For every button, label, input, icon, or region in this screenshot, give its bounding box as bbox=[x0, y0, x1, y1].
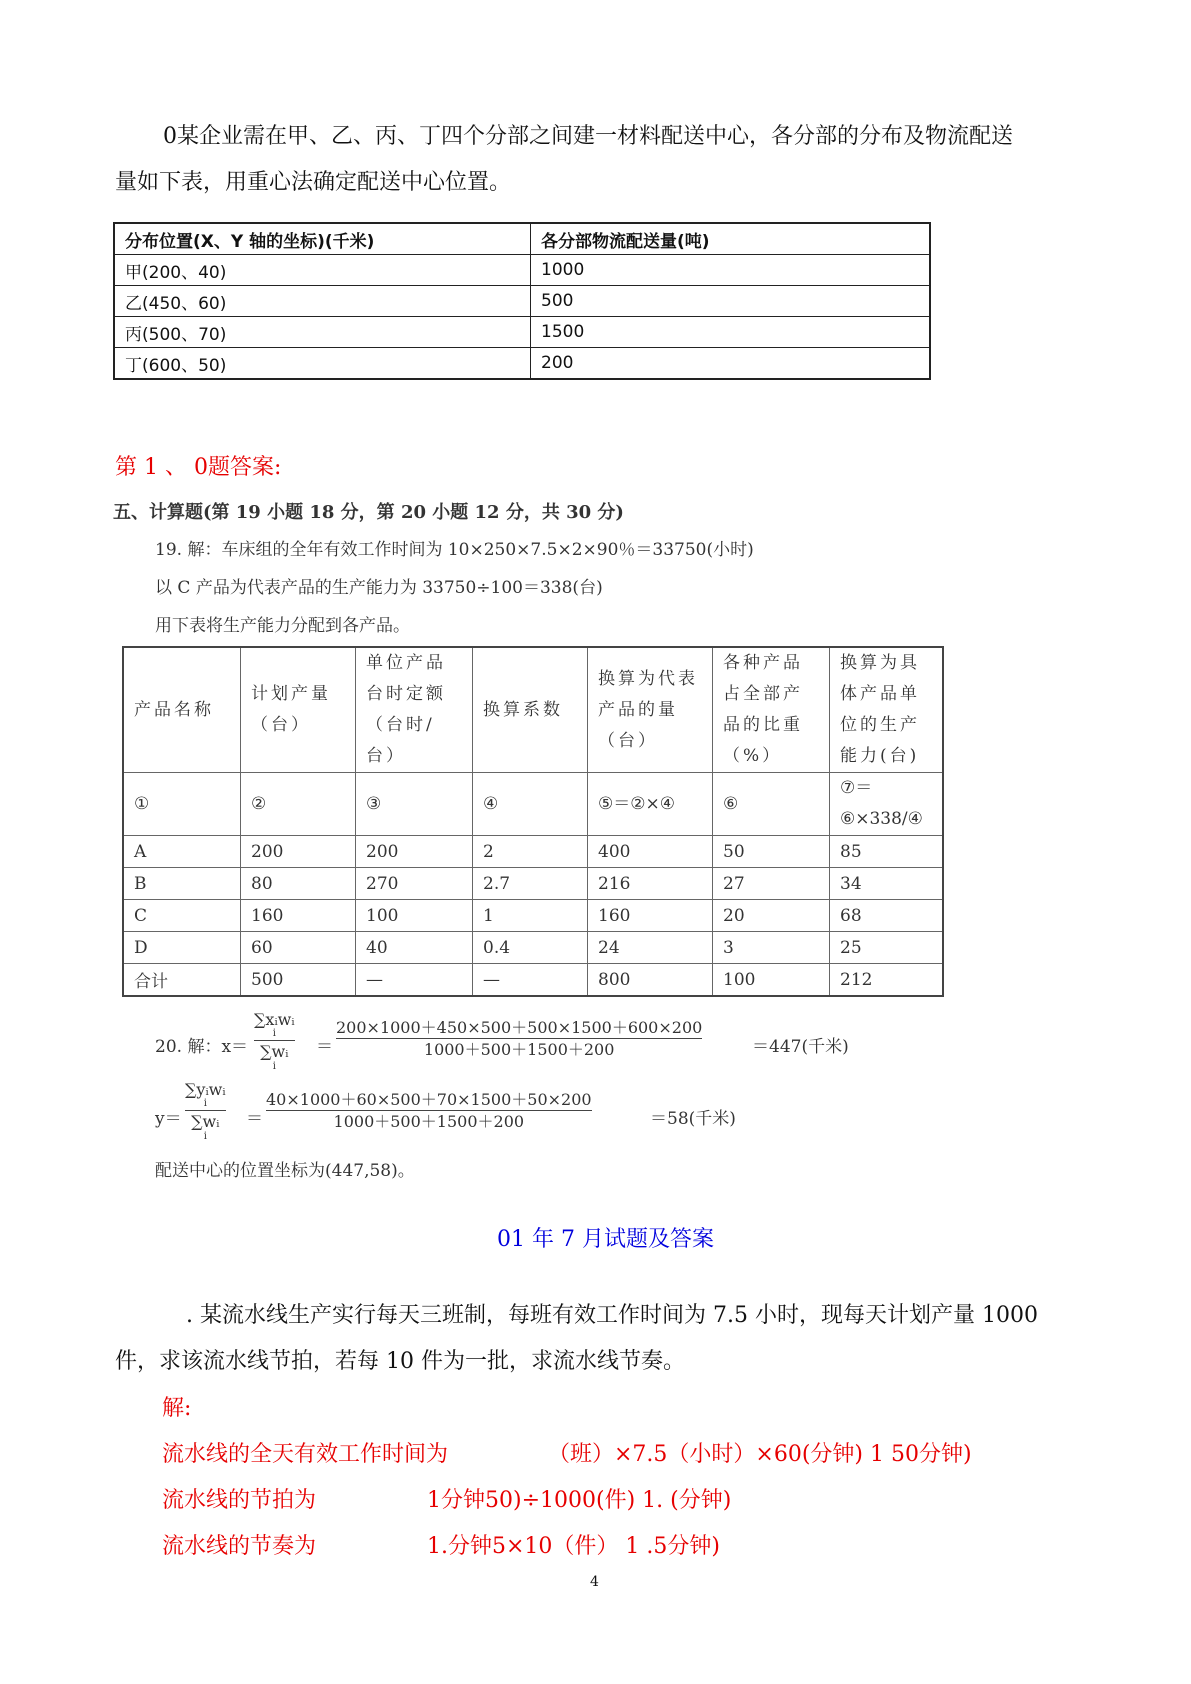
table2-cell: 27 bbox=[713, 868, 830, 900]
table2-cell: C bbox=[123, 900, 241, 932]
table2-cell: 60 bbox=[241, 932, 356, 964]
x-sym-denominator: ∑wᵢ bbox=[260, 1042, 289, 1062]
y-sym-numerator: ∑yᵢwᵢ bbox=[185, 1080, 226, 1099]
y-sym-denominator: ∑wᵢ bbox=[191, 1112, 220, 1132]
table2-cell: 800 bbox=[588, 964, 713, 997]
table2-cell: 400 bbox=[588, 836, 713, 868]
table2-symbol: ④ bbox=[473, 773, 588, 836]
sum-index: i bbox=[203, 1098, 207, 1110]
section-title: 五、计算题(第 19 小题 18 分，第 20 小题 12 分，共 30 分) bbox=[113, 502, 624, 523]
solution-line3-text: 流水线的节奏为 bbox=[162, 1534, 317, 1559]
page-number: 4 bbox=[590, 1574, 599, 1590]
sum-index: i bbox=[272, 1060, 276, 1072]
table2-cell: 100 bbox=[713, 964, 830, 997]
table1-cell: 1500 bbox=[531, 317, 931, 348]
table-row bbox=[123, 932, 943, 964]
table1-cell: 甲(200、40) bbox=[114, 255, 531, 286]
table2-cell: 200 bbox=[241, 836, 356, 868]
table2-header: 计划产量（台） bbox=[241, 647, 356, 773]
table2-cell: 68 bbox=[830, 900, 944, 932]
fraction-bar bbox=[254, 1040, 295, 1041]
solution-line2-calc: 1分钟50)÷1000(件) 1. (分钟) bbox=[427, 1488, 732, 1513]
problem1-line1: 0某企业需在甲、乙、丙、丁四个分部之间建一材料配送中心，各分部的分布及物流配送 bbox=[163, 124, 1013, 149]
solution-line2-text: 流水线的节拍为 bbox=[162, 1488, 317, 1513]
problem1-line2: 量如下表，用重心法确定配送中心位置。 bbox=[115, 170, 512, 195]
table1-cell: 200 bbox=[531, 348, 931, 380]
table2-cell: 160 bbox=[588, 900, 713, 932]
table2-header: 各种产品占全部产品的比重（%） bbox=[713, 647, 830, 773]
x-numeric-fraction bbox=[336, 1018, 702, 1060]
table2-cell: 合计 bbox=[123, 964, 241, 997]
table2-header: 产品名称 bbox=[123, 647, 241, 773]
sum-index: i bbox=[272, 1028, 276, 1040]
table2-header: 单位产品台时定额（台时/台） bbox=[356, 647, 473, 773]
problem2-line1: . 某流水线生产实行每天三班制，每班有效工作时间为 7.5 小时，现每天计划产量 1000 bbox=[186, 1303, 1038, 1328]
y-numeric-fraction bbox=[266, 1090, 592, 1132]
x-numerator: 200×1000＋450×500＋500×1500＋600×200 bbox=[336, 1018, 703, 1037]
table2-cell: 160 bbox=[241, 900, 356, 932]
table2-cell: A bbox=[123, 836, 241, 868]
y-numerator: 40×1000＋60×500＋70×1500＋50×200 bbox=[266, 1090, 592, 1109]
table2-cell: 212 bbox=[830, 964, 944, 997]
table2-symbol: ⑥ bbox=[713, 773, 830, 836]
table2-symbol: ⑤＝②×④ bbox=[588, 773, 713, 836]
table2-cell: 20 bbox=[713, 900, 830, 932]
y-prefix: y＝ bbox=[155, 1109, 182, 1129]
q20-prefix: 20. 解：x＝ bbox=[155, 1037, 249, 1057]
table2-symbol: ③ bbox=[356, 773, 473, 836]
fraction-bar bbox=[266, 1110, 592, 1111]
table1-cell: 丙(500、70) bbox=[114, 317, 531, 348]
table2-cell: 2.7 bbox=[473, 868, 588, 900]
section2-title: 01 年 7 月试题及答案 bbox=[497, 1227, 714, 1252]
distribution-table bbox=[113, 222, 931, 380]
problem2-line2: 件，求该流水线节拍，若每 10 件为一批，求流水线节奏。 bbox=[115, 1349, 685, 1374]
table-row bbox=[123, 836, 943, 868]
y-symbolic-fraction bbox=[185, 1080, 226, 1142]
table2-cell: D bbox=[123, 932, 241, 964]
table2-header: 换算为代表产品的量（台） bbox=[588, 647, 713, 773]
q19-line2: 以 C 产品为代表产品的生产能力为 33750÷100＝338(台) bbox=[155, 578, 603, 598]
table2-cell: 200 bbox=[356, 836, 473, 868]
x-result: ＝447(千米) bbox=[752, 1037, 849, 1057]
capacity-table bbox=[122, 646, 944, 997]
answer-heading: 第 1 、 0题答案: bbox=[115, 455, 282, 480]
equals-sign: ＝ bbox=[246, 1109, 263, 1129]
table1-cell: 丁(600、50) bbox=[114, 348, 531, 380]
conclusion: 配送中心的位置坐标为(447,58)。 bbox=[155, 1161, 415, 1181]
table1-cell: 乙(450、60) bbox=[114, 286, 531, 317]
table2-symbol: ① bbox=[123, 773, 241, 836]
y-denominator: 1000＋500＋1500＋200 bbox=[333, 1112, 525, 1132]
x-symbolic-fraction bbox=[254, 1010, 295, 1072]
table2-cell: 40 bbox=[356, 932, 473, 964]
solution-line1-calc: （班）×7.5（小时）×60(分钟) 1 50分钟) bbox=[548, 1442, 972, 1467]
table-row bbox=[123, 900, 943, 932]
fraction-bar bbox=[185, 1110, 226, 1111]
table2-cell: 25 bbox=[830, 932, 944, 964]
table2-cell: 3 bbox=[713, 932, 830, 964]
table1-header-position: 分布位置(X、Y 轴的坐标)(千米) bbox=[114, 223, 531, 255]
table2-cell: — bbox=[356, 964, 473, 997]
y-result: ＝58(千米) bbox=[650, 1109, 736, 1129]
solution-line3-calc: 1.分钟5×10（件） 1 .5分钟) bbox=[427, 1534, 720, 1559]
table2-cell: 24 bbox=[588, 932, 713, 964]
table2-cell: — bbox=[473, 964, 588, 997]
table2-header: 换算为具体产品单位的生产能力(台) bbox=[830, 647, 944, 773]
table-row bbox=[123, 868, 943, 900]
table2-cell: 1 bbox=[473, 900, 588, 932]
table1-cell: 500 bbox=[531, 286, 931, 317]
table2-cell: 0.4 bbox=[473, 932, 588, 964]
table-row bbox=[114, 255, 930, 286]
sum-index: i bbox=[203, 1130, 207, 1142]
table2-cell: 34 bbox=[830, 868, 944, 900]
table2-cell: 2 bbox=[473, 836, 588, 868]
solution-label: 解: bbox=[162, 1396, 192, 1421]
table1-header-volume: 各分部物流配送量(吨) bbox=[531, 223, 931, 255]
table2-cell: B bbox=[123, 868, 241, 900]
table2-cell: 500 bbox=[241, 964, 356, 997]
table2-cell: 216 bbox=[588, 868, 713, 900]
q19-line3: 用下表将生产能力分配到各产品。 bbox=[155, 616, 410, 636]
table1-cell: 1000 bbox=[531, 255, 931, 286]
q19-line1: 19. 解：车床组的全年有效工作时间为 10×250×7.5×2×90％＝33750(小时) bbox=[155, 540, 754, 560]
fraction-bar bbox=[336, 1038, 702, 1039]
table2-cell: 85 bbox=[830, 836, 944, 868]
table2-symbol: ② bbox=[241, 773, 356, 836]
table2-symbol: ⑦＝⑥×338/④ bbox=[830, 773, 944, 836]
table2-cell: 270 bbox=[356, 868, 473, 900]
table2-cell: 50 bbox=[713, 836, 830, 868]
table2-cell: 80 bbox=[241, 868, 356, 900]
equals-sign: ＝ bbox=[316, 1037, 333, 1057]
table-row bbox=[114, 286, 930, 317]
table2-cell: 100 bbox=[356, 900, 473, 932]
table-row bbox=[114, 317, 930, 348]
x-sym-numerator: ∑xᵢwᵢ bbox=[254, 1010, 295, 1029]
x-denominator: 1000＋500＋1500＋200 bbox=[423, 1040, 615, 1060]
table2-header: 换算系数 bbox=[473, 647, 588, 773]
solution-line1-text: 流水线的全天有效工作时间为 bbox=[162, 1442, 449, 1467]
table-row bbox=[114, 348, 930, 380]
table-row bbox=[123, 964, 943, 997]
